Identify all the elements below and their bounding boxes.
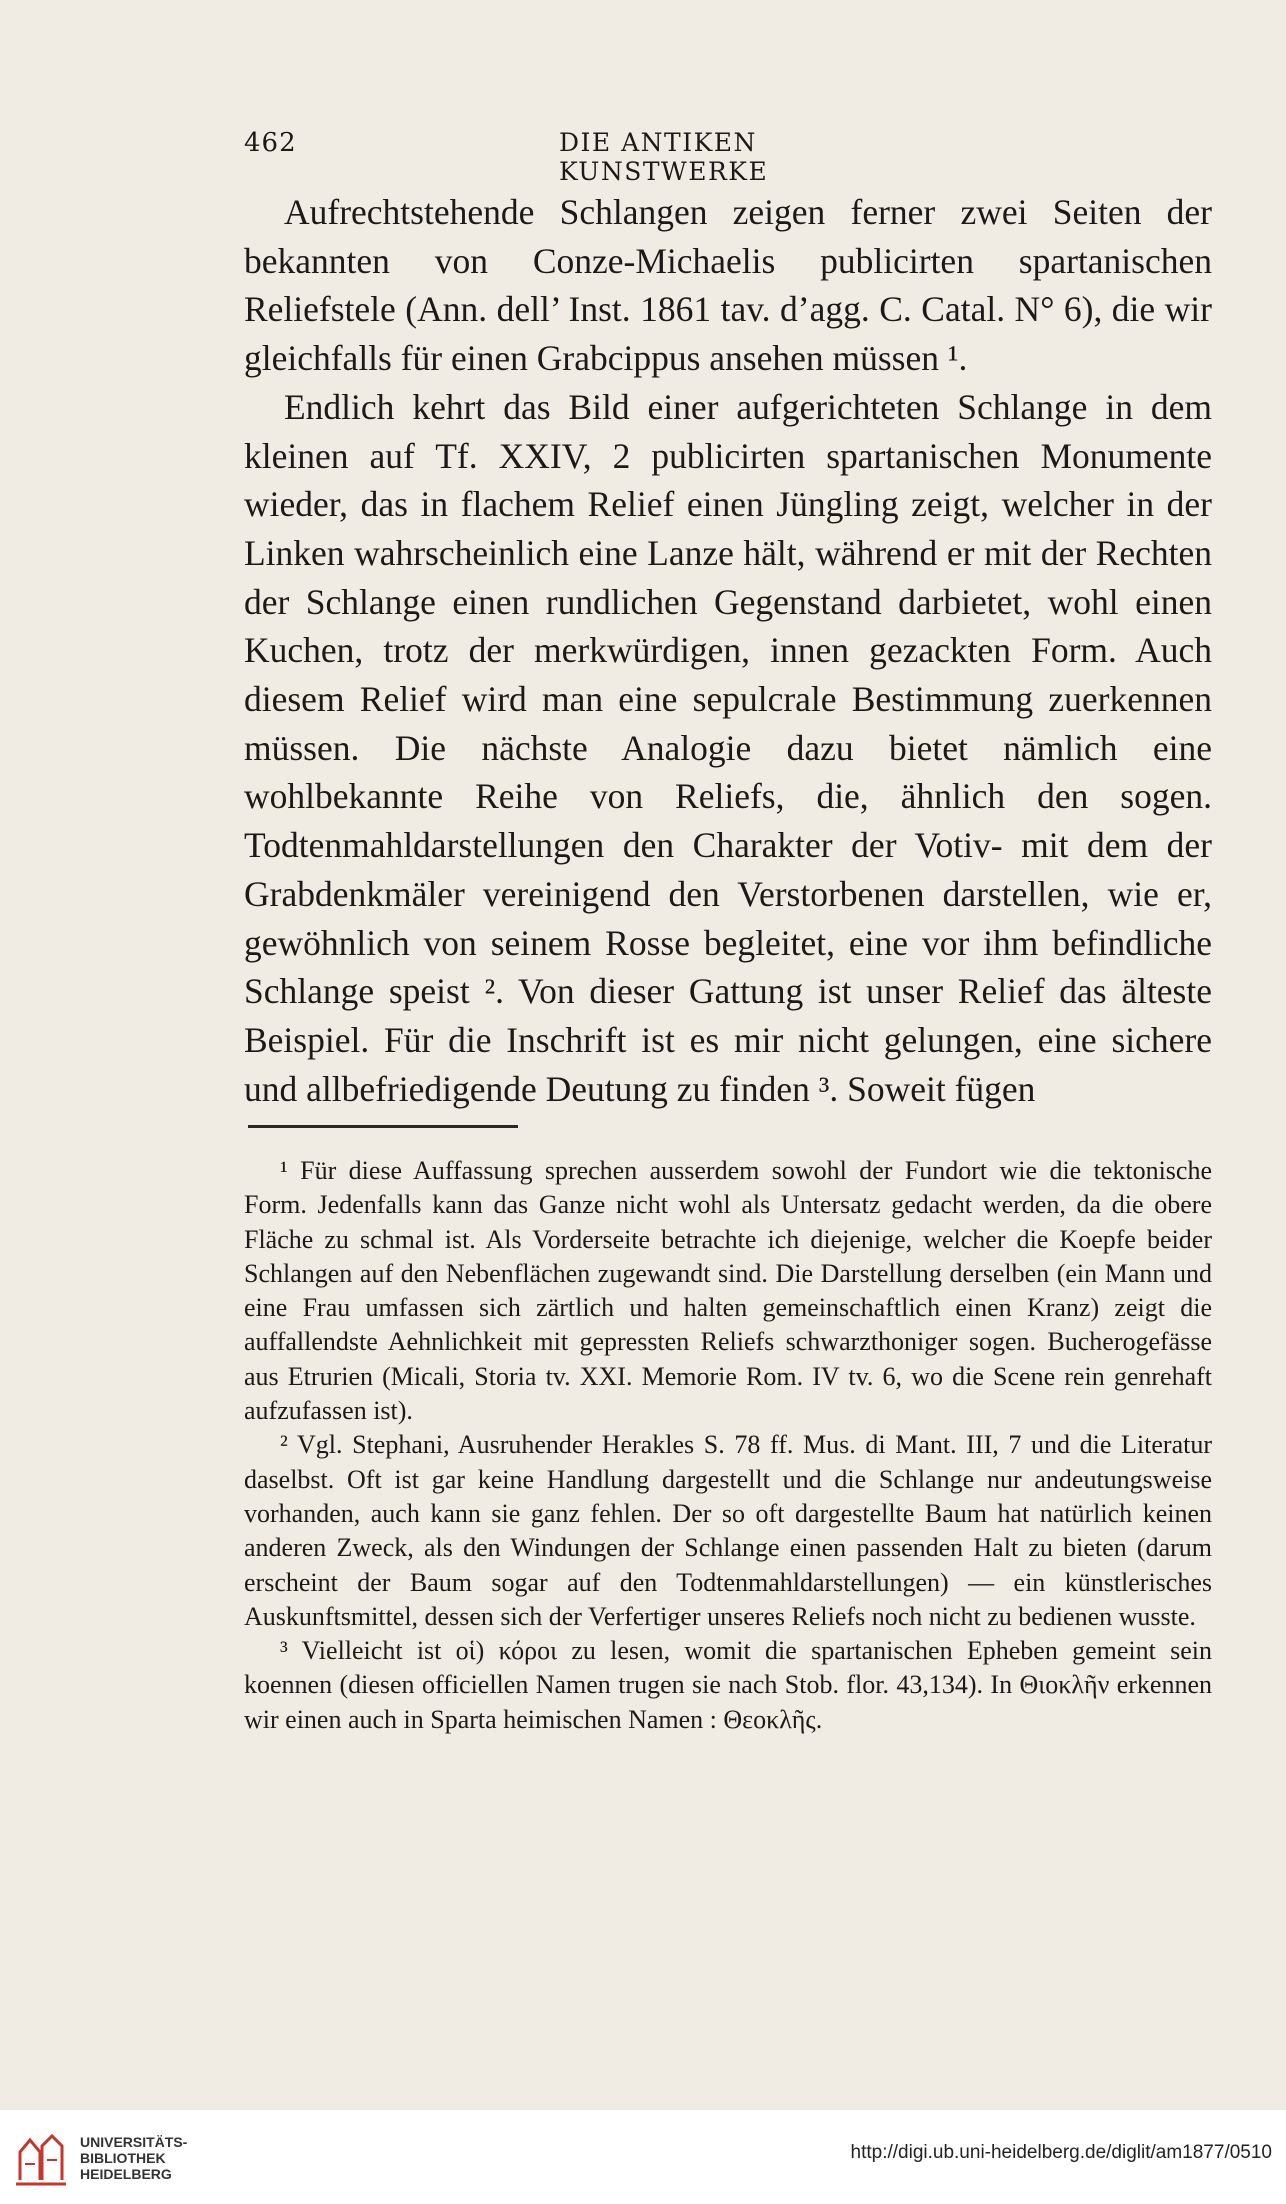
footnote-separator xyxy=(248,1125,518,1128)
paragraph: Endlich kehrt das Bild einer aufgerichteten Schlange in dem kleinen auf Tf. XXIV, 2 publicirten spartanischen Monumente wieder, das in flachem Relief einen Jüngling zeigt, welcher in der Linken wahrscheinlich eine Lanze hält, während er mit der Rechten der Schlange einen rundlichen Gegenstand darbietet, wohl einen Kuchen, trotz der merkwürdigen, innen gezackten Form. Auch diesem Relief wird man eine sepulcrale Bestimmung zuerkennen müssen. Die nächste Analogie dazu bietet nämlich eine wohlbekannte Reihe von Reliefs, die, ähnlich den sogen. Todtenmahldarstellungen den Charakter der Votiv- mit dem der Grabdenkmäler vereinigend den Verstorbenen darstellen, wie er, gewöhnlich von seinem Rosse begleitet, eine vor ihm befindliche Schlange speist ². Von dieser Gattung ist unser Relief das älteste Beispiel. Für die Inschrift ist es mir nicht gelungen, eine sichere und allbefriedigende Deutung zu finden ³. Soweit fügen xyxy=(244,386,1212,1109)
library-logo-text[interactable] xyxy=(80,2134,187,2182)
footnotes xyxy=(244,1154,1212,1737)
main-text xyxy=(244,188,1212,1113)
paragraph: Aufrechtstehende Schlangen zeigen ferner zwei Seiten der bekannten von Conze-Michaelis publicirten spartanischen Reliefstele (Ann. dell’ Inst. 1861 tav. d’agg. C. Catal. N° 6), die wir gleichfalls für einen Grabcippus ansehen müssen ¹. xyxy=(244,192,1212,379)
logo-line: HEIDELBERG xyxy=(80,2166,172,2182)
logo-line: UNIVERSITÄTS- xyxy=(80,2134,188,2150)
footnote-2: ² Vgl. Stephani, Ausruhender Herakles S. 78 ff. Mus. di Mant. III, 7 und die Literatur daselbst. Oft ist gar keine Handlung dargestellt und die Schlange nur andeutungsweise vorhanden, auch kann sie ganz fehlen. Der so oft dargestellte Baum hat natürlich keinen anderen Zweck, als den Windungen der Schlange einen passenden Halt zu bieten (darum erscheint der Baum sogar auf den Todtenmahldarstellungen) — ein künstlerisches Auskunftsmittel, dessen sich der Verfertiger unseres Reliefs noch nicht zu bedienen wusste. xyxy=(244,1430,1212,1631)
source-url-link[interactable]: http://digi.ub.uni-heidelberg.de/diglit/am1877/0510 xyxy=(850,2142,1272,2163)
footnote-1: ¹ Für diese Auffassung sprechen ausserdem sowohl der Fundort wie die tektonische Form. Jedenfalls kann das Ganze nicht wohl als Untersatz gedacht werden, da die obere Fläche zu schmal ist. Als Vorderseite betrachte ich diejenige, welcher die Koepfe beider Schlangen auf den Nebenflächen zugewandt sind. Die Darstellung derselben (ein Mann und eine Frau umfassen sich zärtlich und halten gemeinschaftlich einen Kranz) zeigt die auffallendste Aehnlichkeit mit gepressten Reliefs schwarzthoniger sogen. Bucherogefässe aus Etrurien (Micali, Storia tv. XXI. Memorie Rom. IV tv. 6, wo die Scene rein genrehaft aufzufassen ist). xyxy=(244,1156,1212,1426)
footnote-3: ³ Vielleicht ist οἱ) κόροι zu lesen, womit die spartanischen Epheben gemeint sein koennen (diesen officiellen Namen trugen sie nach Stob. flor. 43,134). In Θιοκλῆν erkennen wir einen auch in Sparta heimischen Namen : Θεοκλῆς. xyxy=(244,1636,1212,1734)
page-number: 462 xyxy=(244,128,297,158)
logo-line: BIBLIOTHEK xyxy=(80,2150,166,2166)
viewer-footer xyxy=(0,2110,1286,2204)
page-header xyxy=(244,128,924,186)
running-title: DIE ANTIKEN KUNSTWERKE xyxy=(559,128,769,186)
heidelberg-library-icon[interactable] xyxy=(14,2130,68,2188)
